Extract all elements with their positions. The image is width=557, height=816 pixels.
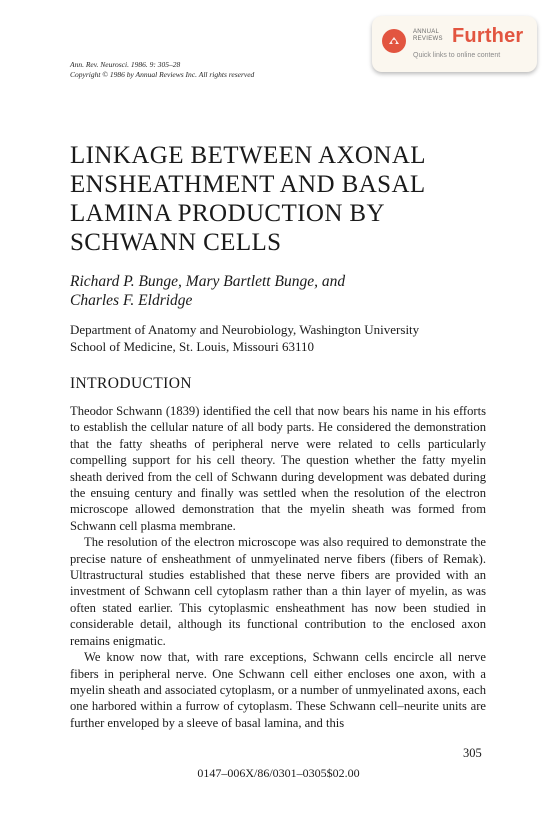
badge-subtitle: Quick links to online content	[413, 52, 501, 59]
title-line: ENSHEATHMENT AND BASAL	[70, 171, 426, 198]
journal-citation	[70, 60, 254, 80]
citation-copyright-line: Copyright © 1986 by Annual Reviews Inc. All rights reserved	[70, 70, 255, 79]
page-number: 305	[463, 746, 482, 760]
affiliation-line: Department of Anatomy and Neurobiology, Washington University	[70, 322, 420, 337]
badge-brand: ANNUAL REVIEWS	[413, 29, 443, 42]
author-list	[70, 272, 345, 310]
body-text	[70, 403, 486, 731]
affiliation	[70, 321, 419, 355]
paragraph: The resolution of the electron microscope was also required to demonstrate the precise nature of ensheathment of unmyelinated nerve fibers (fibers of Remak). Ultrastructural studies established that these nerve fibers are provided with an investment of Schwann cell cytoplasm rather than a thin layer of myelin, as was often stated earlier. This cytoplasmic ensheathment has now been studied in considerable detail, although its functional contribution to the enclosed axon remains enigmatic.	[70, 535, 486, 648]
further-link-badge[interactable]	[372, 16, 537, 72]
title-line: LAMINA PRODUCTION BY	[70, 200, 385, 227]
authors-line: Charles F. Eldridge	[70, 292, 193, 309]
paragraph: We know now that, with rare exceptions, Schwann cells encircle all nerve fibers in peripheral nerve. One Schwann cell either encloses one axon, with a myelin sheath and associated cytoplasm, or a number of unmyelinated axons, each one harbored within a furrow of cytoplasm. These Schwann cell–neurite units are further enveloped by a sleeve of basal lamina, and this	[70, 650, 486, 730]
affiliation-line: School of Medicine, St. Louis, Missouri 63110	[70, 339, 314, 354]
paragraph: Theodor Schwann (1839) identified the cell that now bears his name in his efforts to establish the cellular nature of all body parts. He considered the demonstration that the fatty sheaths of peripheral nerve were related to cells particularly compelling support for his cell theory. The question whether the fatty myelin sheath derived from the cell of Schwann during development was debated during the ensuing century and finally was settled when the resolution of the electron microscope allowed demonstration that the myelin sheath was formed from Schwann cell plasma membrane.	[70, 404, 486, 533]
section-heading: INTRODUCTION	[70, 375, 192, 392]
annual-reviews-logo-icon	[382, 29, 406, 53]
title-line: LINKAGE BETWEEN AXONAL	[70, 142, 426, 169]
footer-code: 0147–006X/86/0301–0305$02.00	[197, 766, 360, 780]
article-title	[70, 141, 490, 257]
badge-title: Further	[452, 25, 524, 47]
title-line: SCHWANN CELLS	[70, 229, 282, 256]
authors-line: Richard P. Bunge, Mary Bartlett Bunge, and	[70, 273, 346, 290]
citation-journal-line: Ann. Rev. Neurosci. 1986. 9: 305–28	[70, 60, 181, 69]
